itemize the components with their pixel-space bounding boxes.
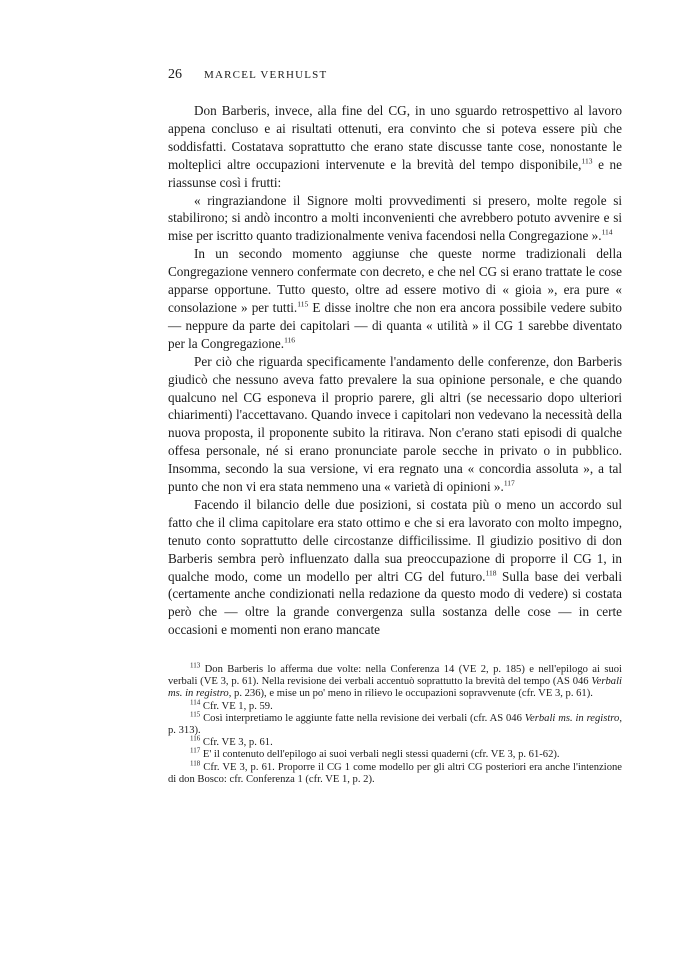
footnote-ref: 115 xyxy=(297,299,309,309)
paragraph: Don Barberis, invece, alla fine del CG, in uno sguardo retrospettivo al lavoro appena concluso e ai risultati ottenuti, era convinto che si poteva essere più che soddisfatti. Costatava soprattutto che erano state discusse tante cose, nonostante le molteplici altre occupazioni intervenute e la brevità del tempo disponibile,$^{113}$ e ne riassunse così i frutti: xyxy=(168,103,622,190)
footnote-number: 118 xyxy=(190,759,201,768)
page-number: 26 xyxy=(168,67,182,82)
footnote-number: 117 xyxy=(190,746,201,755)
footnote-number: 114 xyxy=(190,698,201,707)
footnote-number: 116 xyxy=(190,734,201,743)
running-title: MARCEL VERHULST xyxy=(204,69,328,81)
footnote: $^{114}$ Cfr. VE 1, p. 59. xyxy=(190,698,273,712)
footnote: $^{117}$ E' il contenuto dell'epilogo ai suoi verbali negli stessi quaderni (cfr. VE 3, p. 61-62). xyxy=(190,746,560,761)
paragraph: In un secondo momento aggiunse che queste norme tradizionali della Congregazione vennero confermate con decreto, e che nel CG si erano trattate le cose apparse opportune. Tutto questo, oltre ad essere motivo di « gioia », era pure « consolazione » per tutti.$^{115}$ E disse inoltre che non era ancora possibile vedere subito — neppure da parte dei capitolari — di quanta « utilità » il CG 1 sarebbe diventato per la Congregazione.$^{116}$ xyxy=(168,246,622,351)
paragraph: Per ciò che riguarda specificamente l'andamento delle conferenze, don Barberis giudicò che nessuno aveva fatto prevalere la sua opinione personale, e che quando qualcuno nel CG esponeva il proprio parere, gli altri (se necessario dopo ulteriori chiarimenti) l'accettavano. Quando invece i capitolari non vedevano la necessità della nuova proposta, il proponente subito la ritirava. Non c'erano stati episodi di qualche offesa personale, né si erano pronunciate parole secche in privato o in pubblico. Insomma, secondo la sua versione, vi era regnato una « concordia assoluta », a tal punto che non vi era stata nemmeno una « varietà di opinioni ».$^{117}$ xyxy=(168,353,622,495)
footnote-ref: 113 xyxy=(581,156,593,166)
footnote: $^{118}$ Cfr. VE 3, p. 61. Proporre il CG 1 come modello per gli altri CG posteriori era anche l'intenzione di don Bosco: cfr. Conferenza 1 (cfr. VE 1, p. 2). xyxy=(168,759,622,785)
footnote-ref: 116 xyxy=(284,335,296,345)
footnote: $^{116}$ Cfr. VE 3, p. 61. xyxy=(190,734,273,749)
main-text xyxy=(168,102,622,639)
paragraph: Facendo il bilancio delle due posizioni, si costata più o meno un accordo sul fatto che il clima capitolare era stato ottimo e che si era lavorato con molto impegno, tenuto conto soprattutto delle circostanze difficilissime. Il giudizio positivo di don Barberis sembra però influenzato dalla sua preoccupazione di proporre il CG 1, in qualche modo, come un modello per altri CG del futuro.$^{118}$ Sulla base dei verbali (certamente anche condizionati nella redazione da questo modo di vedere) si costata però che — oltre la grande convergenza sulla sostanza delle cose — in certe occasioni e momenti non erano mancate xyxy=(168,496,622,638)
footnote-ref: 117 xyxy=(503,478,515,488)
footnote-ref: 114 xyxy=(601,227,613,237)
footnote-number: 115 xyxy=(190,710,201,719)
footnote-number: 113 xyxy=(190,661,201,670)
running-header xyxy=(168,67,327,83)
footnote: $^{113}$ Don Barberis lo afferma due volte: nella Conferenza 14 (VE 2, p. 185) e nell'epilogo ai suoi verbali (VE 3, p. 61). Nella revisione dei verbali accentuò soprattutto la brevità del tempo (AS 046 Verbali ms. in registro, p. 236), e mise un po' meno in rilievo le occupazioni sopravvenute (cfr. VE 3, p. 61). xyxy=(168,661,622,700)
block-quote: « ringraziandone il Signore molti provvedimenti si presero, molte regole si stabilirono; si andò incontro a molti inconvenienti che avrebbero potuto avvenire e si mise per iscritto quanto tradizionalmente veniva facendosi nella Congregazione ».$^{114}$ xyxy=(168,192,622,244)
footnote-ref: 118 xyxy=(485,568,497,578)
footnote: $^{115}$ Così interpretiamo le aggiunte fatte nella revisione dei verbali (cfr. AS 046 Verbali ms. in registro, p. 313). xyxy=(168,710,622,737)
footnotes xyxy=(168,661,622,786)
